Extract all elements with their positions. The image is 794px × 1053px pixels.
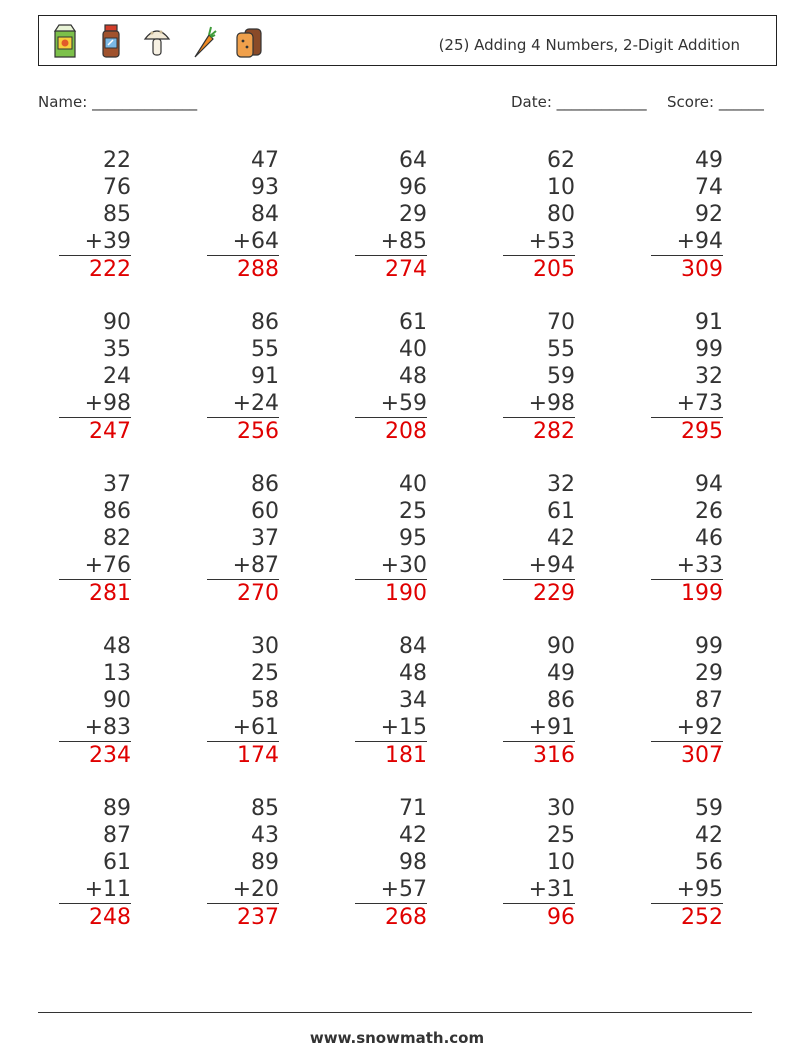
addend: 30: [547, 796, 575, 821]
addend: 47: [251, 148, 279, 173]
addend: 49: [695, 148, 723, 173]
addend: 43: [251, 823, 279, 848]
addend-with-plus: +98: [84, 391, 131, 416]
addend: 64: [399, 148, 427, 173]
addition-problem: [357, 795, 427, 931]
addend: 48: [399, 661, 427, 686]
addition-problem: [357, 147, 427, 283]
addend-with-plus: +64: [232, 229, 279, 254]
addition-problem: [61, 147, 131, 283]
answer: 268: [385, 905, 427, 930]
addend: 84: [399, 634, 427, 659]
addend: 87: [103, 823, 131, 848]
addend: 25: [251, 661, 279, 686]
addition-problem: [357, 633, 427, 769]
carrot-icon: [189, 23, 217, 59]
answer: 256: [237, 419, 279, 444]
addend: 71: [399, 796, 427, 821]
addend: 22: [103, 148, 131, 173]
answer: 316: [533, 743, 575, 768]
addend: 95: [399, 526, 427, 551]
addend-with-plus: +57: [380, 877, 427, 902]
addend-with-plus: +98: [528, 391, 575, 416]
addend-with-plus: +30: [380, 553, 427, 578]
footer-divider: [38, 1012, 752, 1013]
addend: 98: [399, 850, 427, 875]
addend: 86: [251, 310, 279, 335]
addend: 93: [251, 175, 279, 200]
addition-problem: [61, 471, 131, 607]
name-field[interactable]: Name: ______________: [38, 93, 198, 111]
addend: 29: [399, 202, 427, 227]
answer: 96: [547, 905, 575, 930]
footer-site[interactable]: www.snowmath.com: [309, 1029, 485, 1047]
addend: 42: [695, 823, 723, 848]
addend: 25: [547, 823, 575, 848]
addend-with-plus: +24: [232, 391, 279, 416]
addend: 30: [251, 634, 279, 659]
addend: 90: [547, 634, 575, 659]
addend: 61: [103, 850, 131, 875]
answer: 282: [533, 419, 575, 444]
addition-problem: [61, 795, 131, 931]
addend: 34: [399, 688, 427, 713]
addend: 70: [547, 310, 575, 335]
addend-with-plus: +94: [528, 553, 575, 578]
score-field[interactable]: Score: ______: [667, 93, 764, 111]
addend-with-plus: +11: [84, 877, 131, 902]
addition-problem: [357, 471, 427, 607]
addend: 90: [103, 688, 131, 713]
addend: 13: [103, 661, 131, 686]
answer: 248: [89, 905, 131, 930]
addend: 84: [251, 202, 279, 227]
answer: 222: [89, 257, 131, 282]
addend: 90: [103, 310, 131, 335]
addend: 49: [547, 661, 575, 686]
answer: 205: [533, 257, 575, 282]
addend: 61: [547, 499, 575, 524]
addend: 62: [547, 148, 575, 173]
addition-problem: [209, 309, 279, 445]
answer: 307: [681, 743, 723, 768]
addend: 59: [547, 364, 575, 389]
answer: 274: [385, 257, 427, 282]
addend-with-plus: +73: [676, 391, 723, 416]
answer: 237: [237, 905, 279, 930]
answer: 208: [385, 419, 427, 444]
addition-problem: [357, 309, 427, 445]
addend: 85: [103, 202, 131, 227]
addend: 59: [695, 796, 723, 821]
addend: 35: [103, 337, 131, 362]
addition-problem: [505, 309, 575, 445]
addend: 48: [103, 634, 131, 659]
juice-carton-icon: [51, 23, 79, 59]
addition-problem: [505, 471, 575, 607]
addend: 61: [399, 310, 427, 335]
answer: 252: [681, 905, 723, 930]
addend-with-plus: +76: [84, 553, 131, 578]
addend: 32: [695, 364, 723, 389]
addend: 86: [251, 472, 279, 497]
addend: 99: [695, 337, 723, 362]
addend: 25: [399, 499, 427, 524]
addend: 10: [547, 175, 575, 200]
answer: 295: [681, 419, 723, 444]
addend: 46: [695, 526, 723, 551]
addend: 40: [399, 337, 427, 362]
addition-problem: [61, 633, 131, 769]
addend: 92: [695, 202, 723, 227]
addend: 86: [103, 499, 131, 524]
answer: 181: [385, 743, 427, 768]
jar-icon: [97, 23, 125, 59]
addend: 56: [695, 850, 723, 875]
addend: 40: [399, 472, 427, 497]
addition-problem: [209, 795, 279, 931]
addend: 55: [251, 337, 279, 362]
addend: 87: [695, 688, 723, 713]
answer: 270: [237, 581, 279, 606]
addend-with-plus: +33: [676, 553, 723, 578]
icon-strip: [51, 22, 263, 60]
addend-with-plus: +91: [528, 715, 575, 740]
addend: 10: [547, 850, 575, 875]
addition-problem: [209, 147, 279, 283]
addend-with-plus: +87: [232, 553, 279, 578]
addend-with-plus: +20: [232, 877, 279, 902]
addend: 60: [251, 499, 279, 524]
addend-with-plus: +59: [380, 391, 427, 416]
addend: 80: [547, 202, 575, 227]
addend: 55: [547, 337, 575, 362]
addition-problem: [653, 147, 723, 283]
addend-with-plus: +95: [676, 877, 723, 902]
addend-with-plus: +92: [676, 715, 723, 740]
addition-problem: [505, 633, 575, 769]
answer: 229: [533, 581, 575, 606]
addend: 85: [251, 796, 279, 821]
addend: 42: [399, 823, 427, 848]
addend: 91: [251, 364, 279, 389]
addend: 24: [103, 364, 131, 389]
addend: 89: [251, 850, 279, 875]
addend: 26: [695, 499, 723, 524]
addition-problem: [61, 309, 131, 445]
addition-problem: [653, 309, 723, 445]
addend-with-plus: +83: [84, 715, 131, 740]
addend: 89: [103, 796, 131, 821]
addition-problem: [653, 795, 723, 931]
worksheet-header: [38, 15, 777, 66]
answer: 309: [681, 257, 723, 282]
worksheet-title: (25) Adding 4 Numbers, 2-Digit Addition: [438, 36, 740, 54]
answer: 190: [385, 581, 427, 606]
addend-with-plus: +94: [676, 229, 723, 254]
addend: 94: [695, 472, 723, 497]
addend: 37: [103, 472, 131, 497]
bread-icon: [235, 23, 263, 59]
addition-problem: [209, 633, 279, 769]
answer: 174: [237, 743, 279, 768]
addend: 74: [695, 175, 723, 200]
addition-problem: [653, 633, 723, 769]
addend: 96: [399, 175, 427, 200]
answer: 234: [89, 743, 131, 768]
addend-with-plus: +31: [528, 877, 575, 902]
addend: 32: [547, 472, 575, 497]
addend: 42: [547, 526, 575, 551]
addend: 76: [103, 175, 131, 200]
addend-with-plus: +39: [84, 229, 131, 254]
addend: 86: [547, 688, 575, 713]
addend-with-plus: +85: [380, 229, 427, 254]
date-field[interactable]: Date: ____________: [511, 93, 647, 111]
addend: 82: [103, 526, 131, 551]
addition-problem: [505, 795, 575, 931]
addend: 91: [695, 310, 723, 335]
addend-with-plus: +15: [380, 715, 427, 740]
addition-problem: [505, 147, 575, 283]
answer: 288: [237, 257, 279, 282]
addend: 99: [695, 634, 723, 659]
mushroom-icon: [143, 23, 171, 59]
addend-with-plus: +61: [232, 715, 279, 740]
answer: 247: [89, 419, 131, 444]
addend: 48: [399, 364, 427, 389]
addend: 37: [251, 526, 279, 551]
addend: 58: [251, 688, 279, 713]
answer: 281: [89, 581, 131, 606]
answer: 199: [681, 581, 723, 606]
addend: 29: [695, 661, 723, 686]
addition-problem: [653, 471, 723, 607]
addend-with-plus: +53: [528, 229, 575, 254]
addition-problem: [209, 471, 279, 607]
